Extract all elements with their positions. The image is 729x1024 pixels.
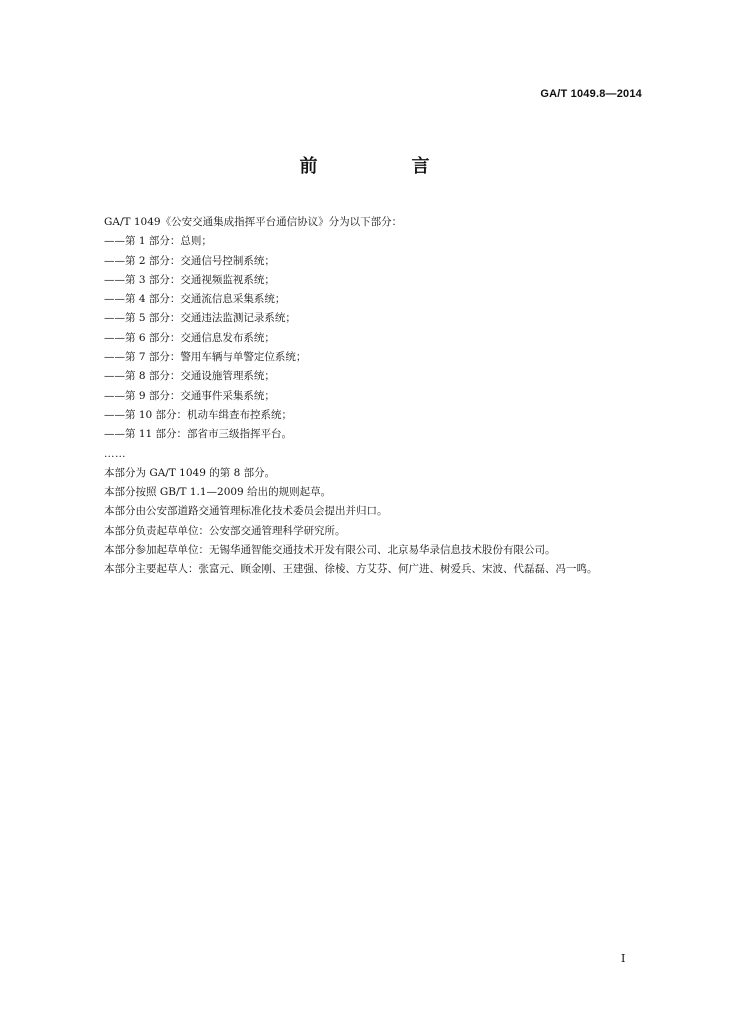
parts-list [104, 232, 664, 444]
part-item: ——第 3 部分：交通视频监视系统； [104, 273, 275, 286]
page-title: 前 言 [299, 156, 468, 177]
part-item: ——第 5 部分：交通违法监测记录系统； [104, 312, 296, 325]
page-number: I [621, 952, 626, 965]
part-item: ——第 2 部分：交通信号控制系统； [104, 254, 275, 267]
part-item: ——第 8 部分：交通设施管理系统； [104, 370, 275, 383]
part-item: ——第 9 部分：交通事件采集系统； [104, 389, 275, 402]
statement-line: 本部分主要起草人：张富元、顾金刚、王建强、徐棱、方艾芬、何广进、树爱兵、宋波、代磊磊、冯一鸣。 [104, 563, 598, 576]
part-item: ——第 4 部分：交通流信息采集系统； [104, 293, 286, 306]
part-item: ——第 11 部分：部省市三级指挥平台。 [104, 428, 293, 441]
ellipsis: …… [104, 447, 126, 460]
foreword-body [104, 213, 664, 580]
statement-line: 本部分负责起草单位：公安部交通管理科学研究所。 [104, 524, 346, 537]
part-item: ——第 6 部分：交通信息发布系统； [104, 331, 275, 344]
statement-line: 本部分参加起草单位：无锡华通智能交通技术开发有限公司、北京易华录信息技术股份有限公司。 [104, 544, 556, 557]
standard-code: GA/T 1049.8—2014 [540, 88, 642, 100]
part-item: ——第 7 部分：警用车辆与单警定位系统； [104, 351, 307, 364]
statements [104, 464, 664, 580]
part-item: ——第 10 部分：机动车缉查布控系统； [104, 408, 293, 421]
statement-line: 本部分为 GA/T 1049 的第 8 部分。 [104, 466, 276, 479]
statement-line: 本部分按照 GB/T 1.1—2009 给出的规则起草。 [104, 486, 332, 499]
part-item: ——第 1 部分：总则； [104, 235, 212, 248]
statement-line: 本部分由公安部道路交通管理标准化技术委员会提出并归口。 [104, 505, 388, 518]
intro-paragraph: GA/T 1049《公安交通集成指挥平台通信协议》分为以下部分： [104, 216, 403, 228]
